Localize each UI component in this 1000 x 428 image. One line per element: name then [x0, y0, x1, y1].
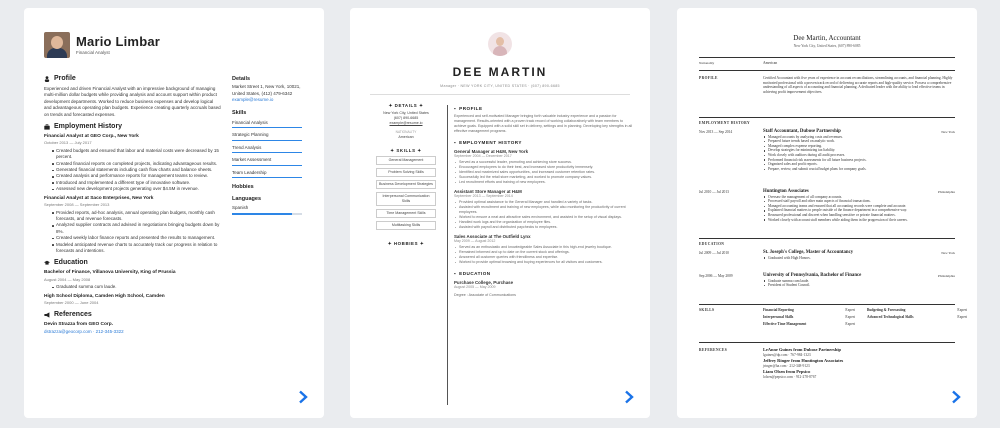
list-item: Worked to provide optimal browsing and buying experiences for all visitors and customers.: [454, 260, 634, 265]
details-email[interactable]: example@resume.io: [232, 97, 274, 103]
skill-item: Trend Analysis: [232, 143, 302, 153]
education-title: Purchase College, Purchase: [454, 280, 514, 285]
skill-item: Financial Reporting Expert: [763, 308, 855, 312]
list-item: Graduated summa cum laude.: [52, 284, 222, 290]
resume-side-column: [232, 70, 308, 215]
briefcase-icon: [44, 124, 50, 130]
education-dates: August 2005 — May 2009: [454, 285, 496, 289]
skill-item: Advanced Technological Skills Expert: [867, 315, 967, 319]
graduation-cap-icon: [44, 260, 50, 266]
graduation-cap-icon: ▪: [454, 271, 457, 276]
reference-contact[interactable]: dstrazza@geocorp.com · 212-345-3322: [44, 328, 124, 334]
language-level-bar: [232, 213, 302, 215]
list-item: Managed complex expense reporting.: [763, 144, 955, 149]
job-entry: Sales Associate at The Outfield Lynx May 2009 — August 2012 Served as an enthusiastic and knowledgeable Sales Associate in this high-end jewelry boutique. Remained informed and up to date on the current stock and offerings. Answered all customer queries with friendliness and expertise. Worked to provide optimal browsing and buying experiences for all visitors and customers.: [454, 234, 634, 265]
resume-card-dee-martin-manager[interactable]: [350, 8, 650, 418]
skill-item: Time Management Skills: [376, 209, 436, 218]
list-item: Created analysis and performance reports for management teams to review.: [52, 173, 222, 179]
list-item: Managed accounting teams and ensured that all accounting records were complete and accurate.: [763, 204, 955, 209]
skills-heading: Skills: [232, 109, 247, 116]
timeline-line: [447, 105, 448, 405]
skill-item: Interpersonal Communication Skills: [376, 192, 436, 206]
list-item: Prepared future trends based on analytic work.: [763, 139, 955, 144]
details-heading: Details: [232, 76, 251, 82]
skill-item: Business Development Strategies: [376, 180, 436, 189]
details-heading: ✦ DETAILS ✦: [388, 103, 424, 108]
list-item: Analyzed supplier contracts and advised in negotiations bringing budgets down by 8%.: [52, 222, 222, 235]
language-level-fill: [232, 213, 292, 215]
divider: [370, 94, 630, 95]
next-chevron-button[interactable]: [296, 390, 310, 404]
profile-text: Experienced and self-motivated Manager bringing forth valuable industry experience and a passion for management. Results-oriented with a proven track record of working collaboratively with team members to achieve goals. Equipped with a solid skill set in delivery, settings and in planning. Developing key strengths in all effective management programs.: [454, 114, 633, 133]
chevron-right-icon: [622, 390, 636, 404]
skill-item: Market Assessment: [232, 155, 302, 165]
education-note: Degree : Associate of Communications: [454, 293, 516, 297]
list-item: Generated financial statements including cash flow charts and balance sheets.: [52, 167, 222, 173]
reference-contact: jringer@ha.com · 212-348-9123: [763, 363, 810, 368]
list-item: Identified and maximized sales opportunities, and increased customer retention rates.: [454, 170, 634, 175]
hobbies-heading: Hobbies: [232, 184, 254, 191]
list-item: Modeled anticipated revenue charts to accurately track our progress in relation to forecasts and intentions.: [52, 242, 222, 255]
language-item: Spanish: [232, 204, 249, 210]
resume-main-column: [44, 70, 222, 335]
list-item: Processed staff payroll and other main aspects of financial transactions.: [763, 199, 955, 204]
list-item: Handled work logs and the organization of employee files.: [454, 220, 634, 225]
details-address: New York City, United States: [383, 111, 429, 115]
reference-name: Jeffrey Ringer from Huntington Associates: [763, 358, 844, 364]
divider: [699, 304, 955, 305]
list-item: Successfully led the retail store marketing, and worked to promote company values.: [454, 175, 634, 180]
references-heading: References: [44, 310, 222, 319]
skill-item: Interpersonal Skills Expert: [763, 315, 855, 319]
next-chevron-button[interactable]: [949, 390, 963, 404]
list-item: Graduate summa cum laude.: [763, 279, 955, 284]
resume-card-dee-martin-accountant[interactable]: Dee Martin, Accountant New York City, United States, (607) 890-6085 Nationality American PROFILE Certified Accountant with five years of experience in account reconciliations, streamlining accounts, and financial planning. Highly motivated professional with a proven track record of delivering accurate reports and high-quality service. Possess a comprehensive understanding of all aspects of accounting and financial planning. A dedicated leader with the ability to lead effective teams in achieving profit improvement objectives. EMPLOYMENT HISTORY Nov 2013 — Sep 2014 New York Staff Accountant, Dubose Partnership Managed accounts by analyzing costs and revenues. Prepared future trends based on analytic work. Managed complex expense reporting. Develop strategies for minimizing tax liability. Work closely with auditors during all audit processes. Performed financial risk assessments for all future business projects. Organized sales and profit reports. Prepare, review, and submit crucial budget plans for company goals. Jul 2010 — Jul 2013 Philadelphia Huntington Associates Oversaw the management of all company accounts. Processed staff payroll and other main aspects of financial transactions. Managed accounting teams and ensured that all accounting records were complete and accurate. Explained financial matters to people outside of the finance department in a comprehensive way. Reassured professional and discreet when handling sensitive or private financial matters. Worked closely with account staff members while aiding them in the progression of their careers. EDUCATION Jul 2009 — Jul 2010 New York St. Joseph's College, Master of Accountancy Graduated with High Honors. Sep 2006 — May 2009 Philadelphia University of Pennsylvania, Bachelor of Finance Graduate summa cum laude. President of Student Council. SKILLS Financial Reporting Expert Budgeting & Forecasting Expert Interpersonal Skills Expert Advanced Technological Skills Expert Effective Time Management Expert REFERENCES LeAnne Guines from Dubose Partnership lguines@dp.com · 767-984-1323 Jeffrey Ringer from Huntington Associates jringer@ha.com · 212-348-9123 Liam Olsen from Pepsico lolsen@pepsico.com · 912-278-8767: [677, 8, 977, 418]
employment-heading: Employment History: [44, 122, 222, 131]
list-item: Answered all customer queries with friendliness and expertise.: [454, 255, 634, 260]
resume-contact-line: Manager · NEW YORK CITY, UNITED STATES · (607) 890-6685: [440, 84, 560, 88]
job-entry: Financial Analyst at GEO Corp., New York October 2013 — July 2017 Created budgets and ensured that labor and material costs were decreased by 15 percent. Created financial reports on completed projects, indicating advantageous results. Generated financial statements including cash flow charts and balance sheets. Created analysis and performance reports for management teams to review. Introduced and Implemented a different type of innovative software. Assessed new development projects generating over $4.5M in revenue.: [44, 134, 222, 193]
list-item: Assessed new development projects generating over $4.5M in revenue.: [52, 186, 222, 192]
list-item: Created weekly labor finance reports and presented the results to management.: [52, 235, 222, 241]
education-heading: ▪ EDUCATION: [454, 271, 491, 276]
list-item: Introduced and Implemented a different type of innovative software.: [52, 180, 222, 186]
list-item: Managed accounts by analyzing costs and revenues.: [763, 135, 955, 140]
divider: [699, 70, 955, 71]
profile-section: PROFILE Certified Accountant with five years of experience in account reconciliations, streamlining accounts, and financial planning. Highly motivated professional with a proven track record of delivering accurate reports and high-quality service. Possess a comprehensive understanding of all aspects of accounting and financial planning. A dedicated leader with the ability to lead effective teams in achieving profit improvement objectives.: [699, 76, 953, 94]
list-item: Served as an enthusiastic and knowledgeable Sales Associate in this high-end jewelry boutique.: [454, 245, 634, 250]
skills-section: SKILLS Financial Reporting Expert Budgeting & Forecasting Expert Interpersonal Skills Expert Advanced Technological Skills Expert Effective Time Management Expert: [699, 308, 967, 326]
skill-item: Problem Solving Skills: [376, 168, 436, 177]
list-item: Provided optimal assistance to the General Manager and handled a variety of tasks.: [454, 200, 634, 205]
profile-heading: Profile: [44, 74, 222, 83]
details-phone: (607) 890-6685: [393, 116, 419, 120]
list-item: Develop strategies for minimizing tax liability.: [763, 148, 955, 153]
reference-contact: lolsen@pepsico.com · 912-278-8767: [763, 374, 817, 379]
skill-item: Team Leadership: [232, 168, 302, 178]
list-item: Encouraged employees to do their best, and increased store productivity immensely.: [454, 165, 634, 170]
list-item: Remained informed and up to date on the current stock and offerings.: [454, 250, 634, 255]
list-item: Graduated with High Honors.: [763, 256, 955, 261]
resume-name: Mario Limbar: [76, 34, 161, 49]
skill-item: General Management: [376, 156, 436, 165]
resume-contact-line: New York City, United States, (607) 890-6085: [793, 44, 861, 48]
resume-main-column: [454, 103, 634, 298]
hobbies-heading: ✦ HOBBIES ✦: [387, 241, 425, 246]
chevron-right-icon: [296, 390, 310, 404]
user-icon: [44, 76, 50, 82]
education-entry: High School Diploma, Camden High School, Camden September 2000 — June 2004: [44, 293, 165, 305]
list-item: Created financial reports on completed projects, indicating advantageous results.: [52, 161, 222, 167]
nationality-label: NATIONALITY: [395, 130, 417, 134]
list-item: Assisted with recruitment and training of new employees, while also monitoring the productivity of current employees.: [454, 205, 634, 215]
list-item: Served as a successful leader, promoting and achieving store success.: [454, 160, 634, 165]
resume-side-column: [372, 103, 440, 249]
list-item: Prepare, review, and submit crucial budget plans for company goals.: [763, 167, 955, 172]
languages-heading: Languages: [232, 196, 262, 203]
profile-text: Experienced and driven Financial Analyst with an impressive background of managing multi-million dollar budgets while providing analysis and account support within product development departments. Worked to reduce business expenses and develop logical and advantageous operating plan budgets. Experience creating quarterly accruals based on trends and forecasted expenses.: [44, 86, 221, 117]
chevron-right-icon: [949, 390, 963, 404]
reference-name: LeAnne Guines from Dubose Partnership: [763, 347, 841, 352]
list-item: President of Student Council.: [763, 283, 955, 288]
education-heading: Education: [44, 258, 222, 267]
skill-item: Effective Time Management Expert: [763, 322, 855, 326]
employment-heading: ▪ EMPLOYMENT HISTORY: [454, 140, 522, 145]
skills-heading: ✦ SKILLS ✦: [390, 148, 422, 153]
reference-name: Liam Olsen from Pepsico: [763, 369, 811, 375]
list-item: Explained financial matters to people outside of the finance department in a comprehensive way.: [763, 208, 955, 213]
details-address: Market Street 1, New York, 10021, United States, (412) 479-6342: [232, 84, 301, 96]
user-icon: ▪: [454, 106, 457, 111]
nationality-value: American: [398, 135, 414, 139]
list-item: Reassured professional and discreet when handling sensitive or private financial matters.: [763, 213, 955, 218]
list-item: Organized sales and profit reports.: [763, 162, 955, 167]
briefcase-icon: ▪: [454, 140, 457, 145]
skill-item: Multitasking Skills: [376, 221, 436, 230]
list-item: Performed financial risk assessments for all future business projects.: [763, 158, 955, 163]
education-entry: Bachelor of Finance, Villanova University, King of Prussia August 2004 — May 2008 Graduated summa cum laude.: [44, 270, 222, 290]
skill-item: Strategic Planning: [232, 130, 302, 140]
job-entry: General Manager at H&M, New York September 2004 — December 2017 Served as a successful leader, promoting and achieving store success. Encouraged employees to do their best, and increased store productivity immensely. Identified and maximized sales opportunities, and increased customer retention rates. Successfully led the retail store marketing, and worked to promote company values. Led recruitment efforts and training of new employees.: [454, 149, 634, 185]
list-item: Created budgets and ensured that labor and material costs were decreased by 15 percent.: [52, 148, 222, 161]
list-item: Assisted with payroll and distributed paychecks to employees.: [454, 225, 634, 230]
skill-item: Budgeting & Forecasting Expert: [867, 308, 967, 312]
reference-contact: lguines@dp.com · 767-984-1323: [763, 352, 811, 357]
next-chevron-button[interactable]: [622, 390, 636, 404]
reference-name: Devin Strazza from GEO Corp.: [44, 322, 114, 328]
job-entry: Assistant Store Manager at H&M September 2013 — September 2014 Provided optimal assistance to the General Manager and handled a variety of tasks. Assisted with recruitment and training of new employees, while also monitoring the productivity of current employees. Worked to ensure a neat and attractive sales environment, and assisted in the setup of visual displays. Handled work logs and the organization of employee files. Assisted with payroll and distributed paychecks to employees.: [454, 189, 634, 230]
profile-photo: [44, 32, 70, 58]
skill-item: Financial Analysis: [232, 118, 302, 128]
list-item: Work closely with auditors during all audit processes.: [763, 153, 955, 158]
profile-heading: ▪ PROFILE: [454, 106, 483, 111]
divider: [699, 342, 955, 343]
list-item: Worked closely with account staff members while aiding them in the progression of their careers.: [763, 218, 955, 223]
list-item: Provided reports, ad-hoc analysis, annual operating plan budgets, monthly cash forecasts, and revenue forecasts.: [52, 210, 222, 223]
resume-name: Dee Martin, Accountant: [793, 34, 861, 42]
resume-name: DEE MARTIN: [452, 65, 548, 79]
divider: [699, 117, 955, 118]
profile-photo: [488, 32, 512, 56]
job-entry: Financial Analyst at Saco Enterprises, New York September 2008 — September 2013 Provided reports, ad-hoc analysis, annual operating plan budgets, monthly cash forecasts, and revenue forecasts. Analyzed supplier contracts and advised in negotiations bringing budgets down by 8%. Created weekly labor finance reports and presented the results to management. Modeled anticipated revenue charts to accurately track our progress in relation to forecasts and intentions.: [44, 196, 222, 255]
divider: [699, 238, 955, 239]
list-item: Oversaw the management of all company accounts.: [763, 195, 955, 200]
resume-title: Financial Analyst: [76, 50, 110, 55]
megaphone-icon: [44, 312, 50, 318]
divider: [699, 57, 955, 58]
details-email[interactable]: example@resume.io: [389, 121, 423, 125]
resume-card-mario-limbar[interactable]: [24, 8, 324, 418]
list-item: Led recruitment efforts and training of new employees.: [454, 180, 634, 185]
list-item: Worked to ensure a neat and attractive sales environment, and assisted in the setup of visual displays.: [454, 215, 634, 220]
